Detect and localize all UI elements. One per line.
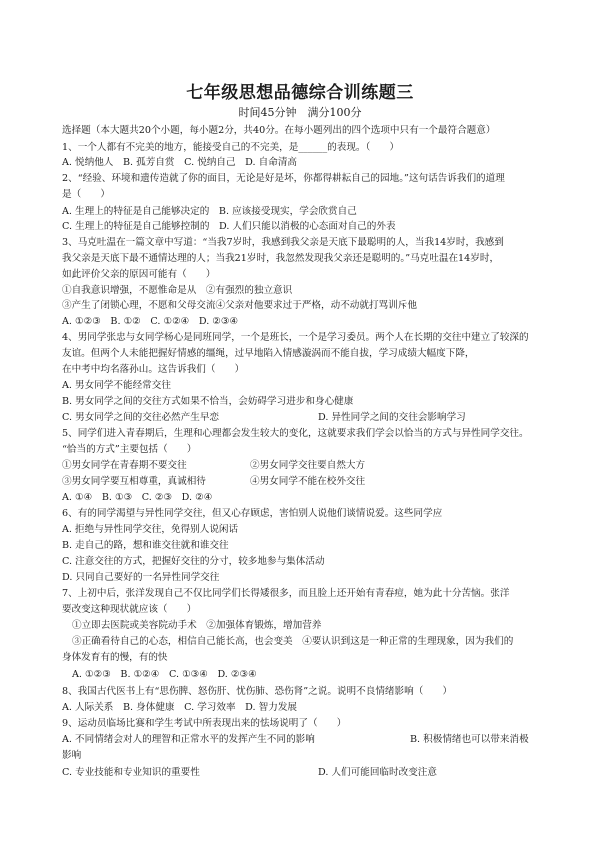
q7-items-12: ①立即去医院或美容院动手术 ②加强体育锻炼，增加营养 <box>72 620 322 631</box>
q5-item-2: ②男女同学交往要自然大方 <box>250 460 366 471</box>
q4-stem-line1: 4、男同学张忠与女同学杨心是同班同学，一个是班长，一个是学习委员。两个人在长期的交往中建立了较深的 <box>62 332 529 343</box>
q3-items-34: ③产生了闭锁心理，不愿和父母交流④父亲对他要求过于严格，动不动就打骂训斥他 <box>62 300 417 311</box>
page-title: 七年级思想品德综合训练题三 <box>186 83 414 103</box>
q7-item-4-cont: 身体发育有的慢，有的快 <box>62 652 168 663</box>
q9-stem: 9、运动员临场比赛和学生考试中所表现出来的怯场说明了（ ） <box>62 718 347 729</box>
q3-stem-line2: 我父亲是天底下最不通情达理的人；当我21岁时，我忽然发现我父亲还是聪明的。”马克吐温在14岁时， <box>62 253 500 264</box>
q8-options: A. 人际关系 B. 身体健康 C. 学习效率 D. 智力发展 <box>62 702 298 713</box>
q6-option-c: C. 注意交往的方式，把握好交往的分寸，较多地参与集体活动 <box>62 556 325 567</box>
q2-options-cd: C. 生理上的特征是自己能够控制的 D. 人们只能以消极的心态面对自己的外表 <box>62 221 396 232</box>
q6-option-b: B. 走自己的路，想和谁交往就和谁交往 <box>62 540 229 551</box>
q6-option-d: D. 只同自己要好的一名异性同学交往 <box>62 572 220 583</box>
q3-stem-line3: 如此评价父亲的原因可能有（ ） <box>62 269 216 280</box>
exam-info: 时间45分钟 满分100分 <box>238 106 362 119</box>
q2-options-ab: A. 生理上的特征是自己能够决定的 B. 应该接受现实，学会欣赏自己 <box>62 206 357 217</box>
q1-stem: 1、一个人都有不完美的地方，能接受自己的不完美，是______的表现。（ ） <box>62 142 400 153</box>
q9-option-b-cont: 影响 <box>62 750 82 761</box>
q4-option-b: B. 男女同学之间的交往方式如果不恰当，会妨碍学习进步和身心健康 <box>62 396 354 407</box>
q5-item-1: ①男女同学在青春期不要交往 <box>62 460 187 471</box>
q9-option-d: D. 人们可能回临时改变注意 <box>318 767 437 778</box>
instructions: 选择题（本大题共20个小题，每小题2分，共40分。在每小题列出的四个选项中只有一个最符合题意） <box>62 125 496 136</box>
q6-stem: 6、有的同学渴望与异性同学交往，但又心存顾虑，害怕别人说他们谈情说爱。这些同学应 <box>62 508 443 519</box>
q4-option-c: C. 男女同学之间的交往必然产生早恋 <box>62 412 220 423</box>
q9-option-a: A. 不同情绪会对人的理智和正常水平的发挥产生不同的影响 <box>62 734 315 745</box>
q5-item-3: ③男女同学要互相尊重，真诚相待 <box>62 476 206 487</box>
q2-stem-line1: 2、“经验、环境和遗传造就了你的面目，无论是好是坏，你都得耕耘自己的园地。”这句话告诉我们的道理 <box>62 173 505 184</box>
q6-option-a: A. 拒绝与异性同学交往，免得别人说闲话 <box>62 524 239 535</box>
q9-option-c: C. 专业技能和专业知识的重要性 <box>62 767 200 778</box>
q7-stem-line2: 要改变这种现状就应该（ ） <box>62 604 197 615</box>
q4-option-a: A. 男女同学不能经常交往 <box>62 380 171 391</box>
q4-option-d: D. 异性同学之间的交往会影响学习 <box>318 412 466 423</box>
q8-stem: 8、我国古代医书上有“思伤脾、怒伤肝、忧伤肺、恐伤肾”之说。说明不良情绪影响（ ） <box>62 686 453 697</box>
q7-items-34: ③正确看待自己的心态，相信自己能长高，也会变美 ④要认识到这是一种正常的生理现象，因为我们的 <box>72 636 514 647</box>
q7-stem-line1: 7、上初中后，张洋发现自己不仅比同学们长得矮很多，而且脸上还开始有青春痘，她为此十分苦恼。张洋 <box>62 588 510 599</box>
q5-stem-line1: 5、同学们进入青春期后，生理和心理都会发生较大的变化，这就要求我们学会以恰当的方式与异性同学交往。 <box>62 428 529 439</box>
q4-stem-line2: 友谊。但两个人未能把握好情感的缰绳，过早地陷入情感漩涡而不能自拔，学习成绩大幅度下降， <box>62 348 475 359</box>
q1-options: A. 悦纳他人 B. 孤芳自赏 C. 悦纳自己 D. 自命清高 <box>62 157 298 168</box>
q2-stem-line2: 是（ ） <box>62 189 110 200</box>
q5-options: A. ①④ B. ①③ C. ②③ D. ②④ <box>62 492 213 503</box>
q3-items-12: ①自我意识增强，不愿惟命是从 ②有强烈的独立意识 <box>62 285 293 296</box>
q9-option-b: B. 积极情绪也可以带来消极 <box>410 734 529 745</box>
q5-item-4: ④男女同学不能在校外交往 <box>250 476 366 487</box>
q4-stem-line3: 在中考中均名落孙山。这告诉我们（ ） <box>62 364 245 375</box>
q3-stem-line1: 3、马克吐温在一篇文章中写道：“当我7岁时，我感到我父亲是天底下最聪明的人，当我14岁时，我感到 <box>62 237 504 248</box>
q7-options: A. ①②③ B. ①②④ C. ①③④ D. ②③④ <box>72 669 257 680</box>
q5-stem-line2: “恰当的方式”主要包括（ ） <box>62 444 197 455</box>
q3-options: A. ①②③ B. ①② C. ①②④ D. ②③④ <box>62 316 239 327</box>
